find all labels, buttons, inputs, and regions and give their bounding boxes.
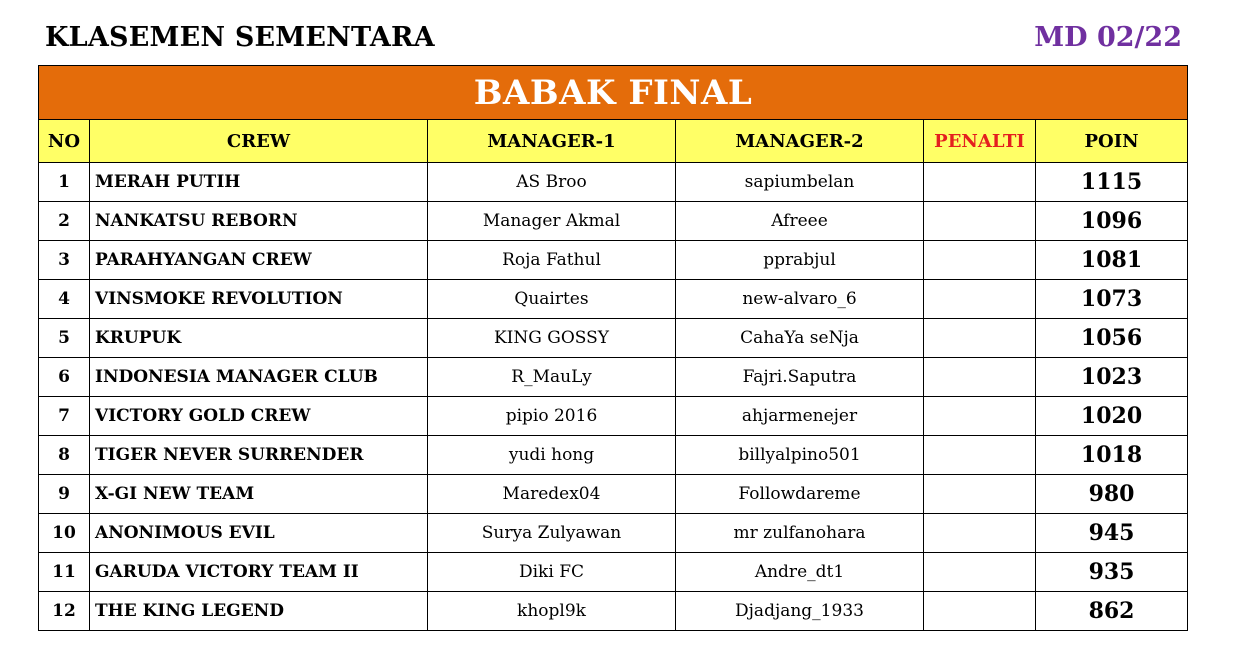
cell-poin: 1096 [1036,202,1188,241]
cell-manager-1: Maredex04 [428,475,676,514]
cell-poin: 1056 [1036,319,1188,358]
column-header-manager-2: MANAGER-2 [676,120,924,163]
cell-manager-1: yudi hong [428,436,676,475]
cell-no: 11 [39,553,90,592]
cell-manager-2: sapiumbelan [676,163,924,202]
header-row [39,120,1188,163]
cell-poin: 1018 [1036,436,1188,475]
column-header-crew: CREW [90,120,428,163]
table-row [39,514,1188,553]
cell-penalti [924,436,1036,475]
table-row [39,397,1188,436]
cell-penalti [924,358,1036,397]
cell-no: 4 [39,280,90,319]
cell-poin: 862 [1036,592,1188,631]
cell-manager-2: pprabjul [676,241,924,280]
cell-manager-2: CahaYa seNja [676,319,924,358]
table-row [39,358,1188,397]
cell-crew: X-GI NEW TEAM [90,475,428,514]
cell-penalti [924,241,1036,280]
cell-manager-2: ahjarmenejer [676,397,924,436]
cell-manager-2: billyalpino501 [676,436,924,475]
cell-penalti [924,475,1036,514]
table-row [39,163,1188,202]
cell-crew: ANONIMOUS EVIL [90,514,428,553]
cell-no: 6 [39,358,90,397]
cell-penalti [924,397,1036,436]
cell-manager-1: pipio 2016 [428,397,676,436]
cell-no: 10 [39,514,90,553]
cell-crew: GARUDA VICTORY TEAM II [90,553,428,592]
cell-no: 1 [39,163,90,202]
column-header-poin: POIN [1036,120,1188,163]
cell-crew: KRUPUK [90,319,428,358]
cell-manager-2: Fajri.Saputra [676,358,924,397]
cell-manager-1: Diki FC [428,553,676,592]
cell-poin: 935 [1036,553,1188,592]
cell-crew: MERAH PUTIH [90,163,428,202]
cell-penalti [924,553,1036,592]
column-header-no: NO [39,120,90,163]
cell-no: 2 [39,202,90,241]
cell-poin: 980 [1036,475,1188,514]
cell-crew: PARAHYANGAN CREW [90,241,428,280]
cell-penalti [924,514,1036,553]
cell-no: 12 [39,592,90,631]
cell-crew: THE KING LEGEND [90,592,428,631]
cell-manager-1: Manager Akmal [428,202,676,241]
cell-manager-2: new-alvaro_6 [676,280,924,319]
cell-crew: VINSMOKE REVOLUTION [90,280,428,319]
table-row [39,280,1188,319]
cell-no: 8 [39,436,90,475]
cell-penalti [924,202,1036,241]
page-title: KLASEMEN SEMENTARA [45,22,435,53]
banner-row [39,66,1188,120]
table-row [39,436,1188,475]
column-header-penalti: PENALTI [924,120,1036,163]
cell-manager-1: KING GOSSY [428,319,676,358]
column-header-manager-1: MANAGER-1 [428,120,676,163]
cell-crew: NANKATSU REBORN [90,202,428,241]
table-row [39,592,1188,631]
table-row [39,475,1188,514]
cell-no: 5 [39,319,90,358]
cell-poin: 945 [1036,514,1188,553]
cell-no: 9 [39,475,90,514]
cell-crew: VICTORY GOLD CREW [90,397,428,436]
cell-manager-2: Djadjang_1933 [676,592,924,631]
cell-manager-2: mr zulfanohara [676,514,924,553]
cell-crew: INDONESIA MANAGER CLUB [90,358,428,397]
cell-manager-1: khopl9k [428,592,676,631]
table-row [39,319,1188,358]
standings-table [38,65,1188,631]
cell-manager-1: Quairtes [428,280,676,319]
cell-poin: 1115 [1036,163,1188,202]
cell-manager-1: Surya Zulyawan [428,514,676,553]
cell-poin: 1020 [1036,397,1188,436]
cell-manager-1: Roja Fathul [428,241,676,280]
table-row [39,202,1188,241]
cell-penalti [924,280,1036,319]
cell-poin: 1073 [1036,280,1188,319]
matchday-label: MD 02/22 [1034,22,1182,53]
cell-no: 3 [39,241,90,280]
banner-title: BABAK FINAL [39,66,1188,120]
table-row [39,553,1188,592]
table-row [39,241,1188,280]
cell-manager-2: Followdareme [676,475,924,514]
cell-no: 7 [39,397,90,436]
cell-manager-2: Andre_dt1 [676,553,924,592]
cell-penalti [924,319,1036,358]
cell-manager-1: R_MauLy [428,358,676,397]
cell-poin: 1023 [1036,358,1188,397]
cell-manager-2: Afreee [676,202,924,241]
cell-penalti [924,592,1036,631]
cell-crew: TIGER NEVER SURRENDER [90,436,428,475]
cell-poin: 1081 [1036,241,1188,280]
cell-manager-1: AS Broo [428,163,676,202]
cell-penalti [924,163,1036,202]
